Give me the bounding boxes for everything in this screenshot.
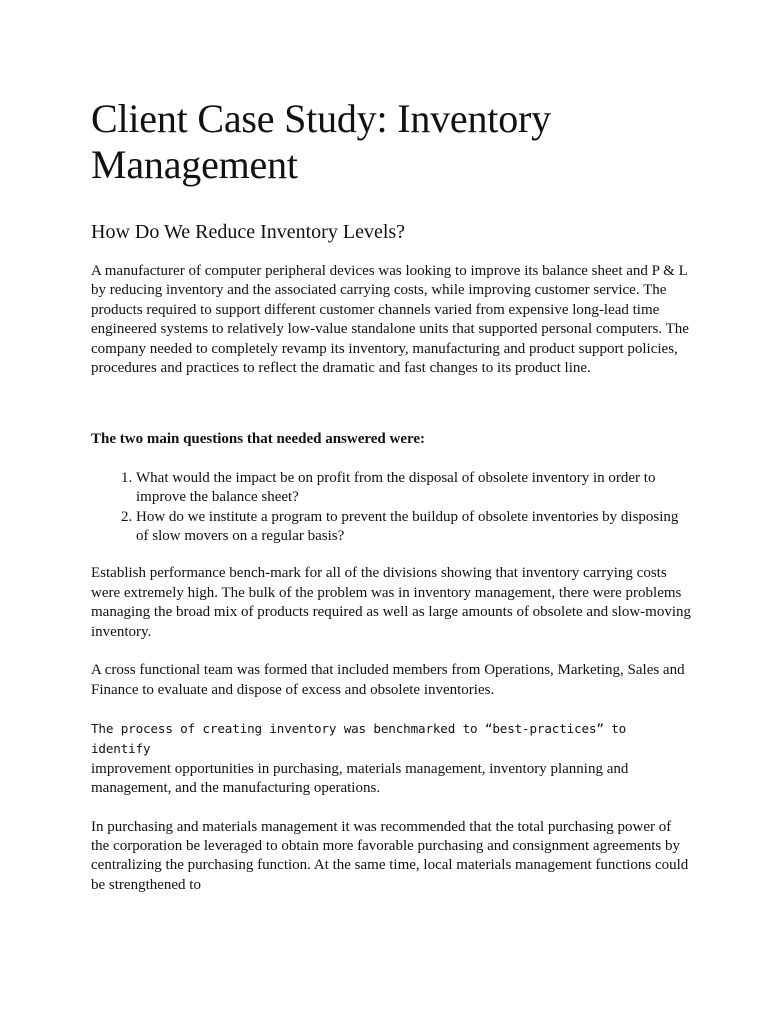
purchasing-paragraph: In purchasing and materials management it was recommended that the total purchasing power of the corporation be leveraged to obtain more favorable purchasing and consignment agreements by centralizing the purchasing function. At the same time, local materials management functions could be strengthened to <box>91 818 689 893</box>
page-title: Client Case Study: Inventory Management <box>91 96 551 187</box>
document-page <box>91 96 691 895</box>
intro-paragraph: A manufacturer of computer peripheral devices was looking to improve its balance sheet and P & L by reducing inventory and the associated carrying costs, while improving customer service. The products required to support different customer channels varied from expensive long-lead time engineered systems to relatively low-value standalone units that supported personal computers. The company needed to completely revamp its inventory, manufacturing and product support policies, procedures and practices to reflect the dramatic and fast changes to its product line. <box>91 263 689 377</box>
benchmark-paragraph: Establish performance bench-mark for all of the divisions showing that inventory carrying costs were extremely high. The bulk of the problem was in inventory management, there were problems managing the broad mix of products required as well as large amounts of obsolete and slow-moving inventory. <box>91 565 691 640</box>
process-paragraph-lead: The process of creating inventory was benchmarked to “best-practices” to identify <box>91 720 627 757</box>
process-paragraph-rest: improvement opportunities in purchasing, materials management, inventory planning and management, and the manufacturing operations. <box>91 760 629 797</box>
list-item: 1. What would the impact be on profit from the disposal of obsolete inventory in order to improve the balance sheet? <box>136 469 691 508</box>
section-subtitle: How Do We Reduce Inventory Levels? <box>91 221 406 243</box>
questions-list <box>91 469 691 547</box>
list-item: 2. How do we institute a program to prevent the buildup of obsolete inventories by disposing of slow movers on a regular basis? <box>136 508 691 547</box>
team-paragraph: A cross functional team was formed that included members from Operations, Marketing, Sales and Finance to evaluate and dispose of excess and obsolete inventories. <box>91 662 685 698</box>
questions-lead: The two main questions that needed answered were: <box>91 431 426 448</box>
process-paragraph <box>91 719 691 799</box>
